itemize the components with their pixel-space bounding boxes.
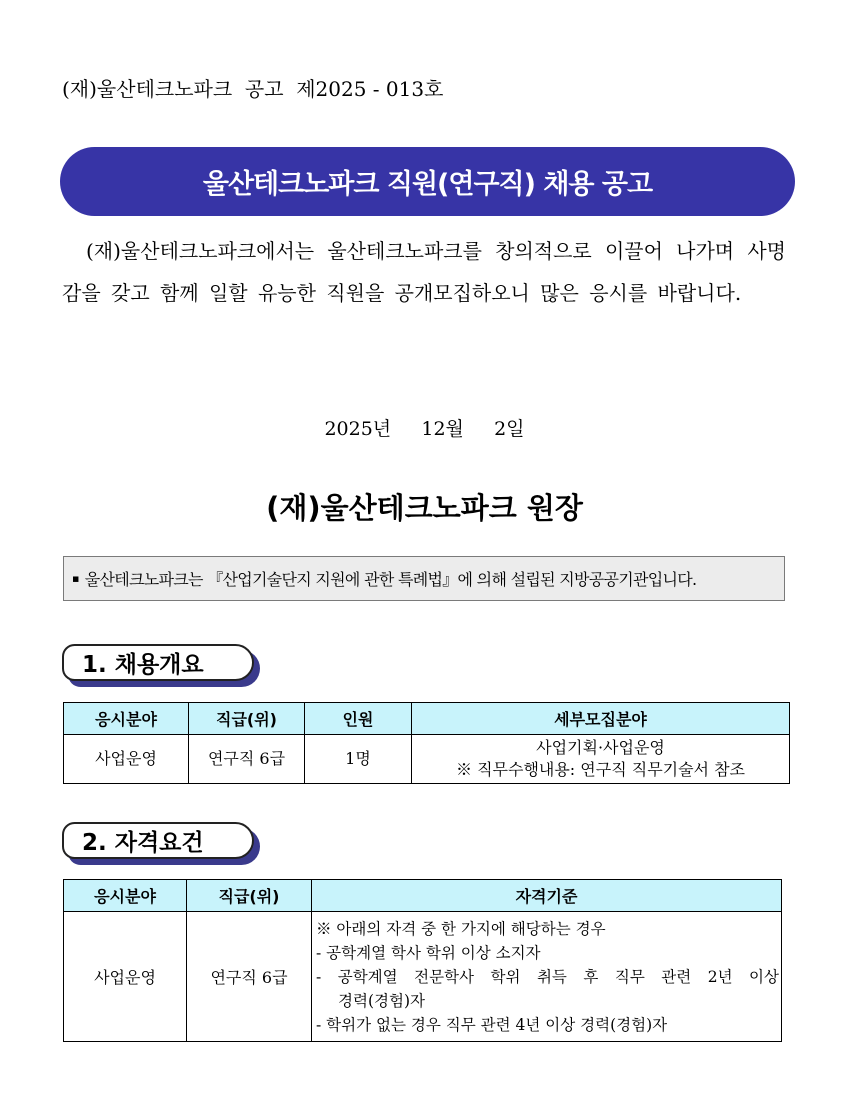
table-row [64,735,790,784]
section-heading-qualifications [62,822,254,859]
table-row [64,912,782,1042]
count-cell: 1명 [305,735,412,784]
recruitment-overview-table [63,702,790,784]
intro-paragraph: (재)울산테크노파크에서는 울산테크노파크를 창의적으로 이끌어 나가며 사명감을 갖고 함께 일할 유능한 직원을 공개모집하오니 많은 응시를 바랍니다. [62,239,786,305]
title-banner [60,147,795,216]
rank-cell: 연구직 6급 [189,735,305,784]
qualifications-table [63,879,782,1042]
criteria-item: - 공학계열 학사 학위 이상 소지자 [316,943,541,962]
column-header: 직급(위) [189,703,305,735]
issuer-name: (재)울산테크노파크 원장 [266,491,583,525]
table-header-row [64,703,790,735]
detail-cell [412,735,790,784]
column-header: 응시분야 [64,880,187,912]
criteria-cell [312,912,782,1042]
column-header: 직급(위) [187,880,312,912]
column-header: 응시분야 [64,703,189,735]
document-number: (재)울산테크노파크 공고 제2025 - 013호 [62,77,444,101]
table-header-row [64,880,782,912]
section-heading-label: 2. 자격요건 [62,822,254,859]
page-title: 울산테크노파크 직원(연구직) 채용 공고 [202,169,653,200]
section-heading-recruitment-overview [62,644,254,681]
column-header: 세부모집분야 [412,703,790,735]
field-cell: 사업운영 [64,735,189,784]
bullet-icon: ▪ [72,572,79,585]
criteria-item: - 공학계열 전문학사 학위 취득 후 직무 관련 2년 이상 [316,967,779,986]
notice-box [63,556,785,601]
column-header: 자격기준 [312,880,782,912]
section-heading-label: 1. 채용개요 [62,644,254,681]
rank-cell: 연구직 6급 [187,912,312,1042]
field-cell: 사업운영 [64,912,187,1042]
notice-text: 울산테크노파크는 『산업기술단지 지원에 관한 특례법』에 의해 설립된 지방공공기관입니다. [84,570,697,589]
detail-line: 사업기획·사업운영 [536,738,665,757]
criteria-intro: ※ 아래의 자격 중 한 가지에 해당하는 경우 [316,919,606,938]
criteria-item-continued: 경력(경험)자 [338,991,425,1010]
criteria-item: - 학위가 없는 경우 직무 관련 4년 이상 경력(경험)자 [316,1015,668,1034]
column-header: 인원 [305,703,412,735]
announcement-date: 2025년 12월 2일 [324,418,525,440]
detail-note: ※ 직무수행내용: 연구직 직무기술서 참조 [455,760,746,779]
